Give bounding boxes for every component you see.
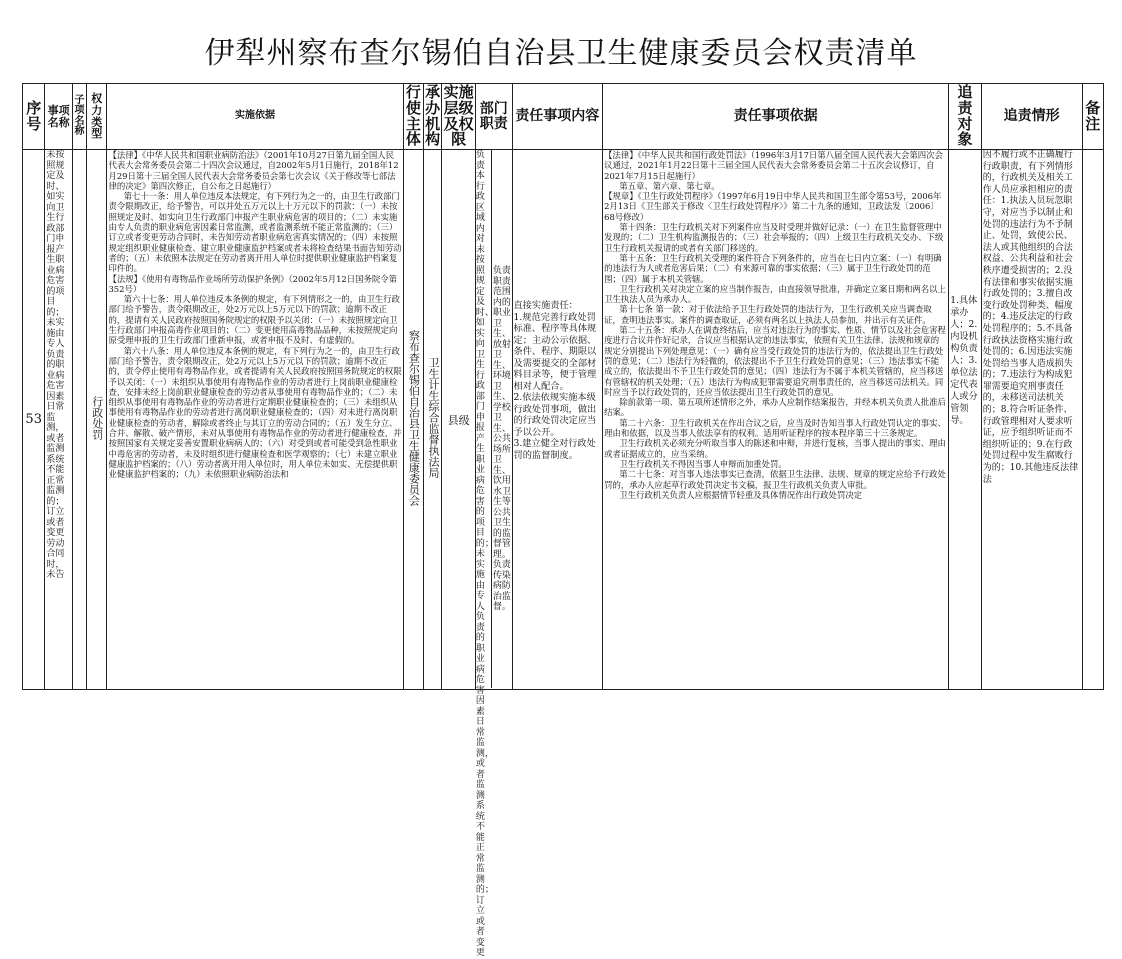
cell-item-text: 未按照规定及时、如实向卫生行政部门申报产生职业病危害的项目的；未实施由专人负责的职业病危害因素日常监测，或者监测系统不能正常监测的；订立或者变更劳动合同时，未告 (46, 150, 65, 580)
basis-paragraph: 第六十七条：用人单位违反本条例的规定，有下列情形之一的，由卫生行政部门给予警告，责令限期改正，处2万元以上5万元以下的罚款；逾期不改正的，提请有关人民政府按照国务院规定的权限予以关闭：（一）未按照规定向卫生行政部门申报高毒作业项目的；（二）变更使用高毒物品品种，未按照规定向原受理申报的卫生行政部门重新申报，或者申报不及时、有虚假的。 (108, 294, 400, 346)
cell-situation-text: 因不履行或不正确履行行政职责，有下列情形的，行政机关及相关工作人员应承担相应的责任：1.执法人员玩忽职守，对应当予以制止和处罚的违法行为不予制止、处罚，致使公民、法人或其他组织的合法权益、公共利益和社会秩序遭受损害的；2.没有法律和事实依据实施行政处罚的；3.擅自改变行政处罚种类、幅度的；4.违反法定的行政处罚程序的；5.不具备行政执法资格实施行政处罚的；6.因违法实施处罚给当事人造成损失的；7.违法行为构成犯罪需要追究刑事责任的，未移送司法机关的；8.符合听证条件、行政管理相对人要求听证，应予组织听证而不组织听证的；9.在行政处罚过程中发生腐败行为的；10.其他违反法律法 (982, 150, 1079, 485)
resp-basis-paragraph: 第十五条：卫生行政机关受理的案件符合下列条件的，应当在七日内立案：（一）有明确的违法行为人或者危害后果；（二）有来源可靠的事实依据；（三）属于卫生行政处罚的范围；（四）属于本机关管辖。 (604, 252, 942, 284)
resp-basis-paragraph: 第二十六条：卫生行政机关在作出合议之后，应当及时告知当事人行政处罚认定的事实、理由和依据，以及当事人依法享有的权利。适用听证程序的按本程序第三十三条规定。 (604, 417, 946, 439)
header-seq: 序号 (23, 84, 45, 150)
resp-basis-paragraph: 第十七条 第一款：对于依法给予卫生行政处罚的违法行为，卫生行政机关应当调查取证，查明违法事实。案件的调查取证，必须有两名以上执法人员参加，并出示有关证件。 (604, 304, 932, 325)
header-resp-basis: 责任事项依据 (603, 84, 949, 150)
resp-basis-text-block (604, 150, 947, 688)
cell-resp-basis (603, 150, 949, 690)
basis-paragraph: 第六十八条：用人单位违反本条例的规定，有下列行为之一的，由卫生行政部门给予警告，责令限期改正，处2万元以上5万元以下的罚款；逾期不改正的，责令停止使用有毒物品作业，或者提请有关人民政府按照国务院规定的权限予以关闭：（一）未组织从事使用有毒物品作业的劳动者进行上岗前职业健康检查，安排未经上岗前职业健康检查的劳动者从事使用有毒物品作业的；（二）未组织从事使用有毒物品作业的劳动者进行定期职业健康检查的；（三）未组织从事使用有毒物品作业的劳动者进行离岗职业健康检查的；（四）对未进行离岗职业健康检查的劳动者，解除或者终止与其订立的劳动合同的；（五）发生分立、合并、解散、破产情形，未对从事使用有毒物品作业的劳动者进行健康检查，并按照国家有关规定妥善安置职业病病人的；（六）对受到或者可能受到急性职业中毒危害的劳动者，未及时组织进行健康检查和医学观察的；（七）未建立职业健康监护档案的；（八）劳动者离开用人单位时，用人单位未如实、无偿提供职业健康监护档案的；（九）未依照职业病防治法和 (108, 345, 402, 480)
header-target: 追责对象 (949, 84, 982, 150)
cell-subitem (72, 150, 86, 690)
header-level: 实施层级及权限 (443, 83, 474, 149)
resp-basis-paragraph: 卫生行政机关不得因当事人申辩而加重处罚。 (619, 458, 787, 469)
resp-paragraph: 1.规范完善行政处罚标准、程序等具体规定；主动公示依据、条件、程序、期限以及需要提交的全部材料目录等，便于管理相对人配合。 (513, 311, 597, 392)
cell-type-text: 行政处罚 (90, 395, 104, 440)
cell-target (949, 150, 982, 690)
resp-paragraph: 2.依法依规实施本级行政处罚事项，做出的行政处罚决定应当予以公开。 (513, 392, 597, 438)
cell-item (45, 150, 72, 690)
resp-basis-paragraph: 【规章】《卫生行政处罚程序》（1997年6月19日中华人民共和国卫生部令第53号，2006年 2月13日《卫生部关于修改〈卫生行政处罚程序〉》第二十九条的通知，卫政法发〔2006〕68号修改） (604, 191, 942, 222)
header-dept: 部门职责 (475, 84, 512, 150)
basis-text-block (108, 150, 401, 688)
resp-basis-paragraph: 第二十七条：对当事人违法事实已查清，依据卫生法律、法规、规章的规定应给予行政处罚的，承办人应起草行政处罚决定书文稿，报卫生行政机关负责人审批。 (604, 469, 946, 490)
cell-actor-text: 察布查尔锡伯自治县卫生健康委员会 (407, 329, 421, 506)
cell-target-text: 1.具体承办人；2.内设机构负责人；3.单位法定代表人或分管领导。 (950, 295, 978, 426)
dept-scope-text: 负责本行政区域内对未按照规定及时、如实向卫生行政部门申报产生职业病危害的项目的；未实施由专人负责的职业病危害因素日常监测，或者监测系统不能正常监测的；订立或者变更 (475, 150, 494, 958)
resp-basis-paragraph: 【法律】《中华人民共和国行政处罚法》（1996年3月17日第八届全国人民代表大会第四次会议通过，2021年1月22日第十三届全国人民代表大会常务委员会第二十五次会议修订，自2021年7月15日起施行） (604, 150, 943, 181)
resp-basis-paragraph: 第二十五条：承办人在调查终结后，应当对违法行为的事实、性质、情节以及社会危害程度进行合议并作好记录，合议应当根据认定的违法事实，依照有关卫生法律、法规和规章的规定分别提出下列处理意见：（一）确有应当受行政处罚的违法行为的，依法提出卫生行政处罚的意见；（二）违法行为轻微的，依法提出不予卫生行政处罚的意见；（三）违法事实不能成立的，依法提出不予卫生行政处罚的意见；（四）违法行为不属于本机关管辖的，应当移送有管辖权的机关处理；（五）违法行为构成犯罪需要追究刑事责任的，应当移送司法机关。同时应当予以行政处罚的，还应当依法提出卫生行政处罚的意见。 (604, 325, 946, 397)
resp-paragraph: 直接实施责任： (513, 300, 578, 311)
table-row (23, 150, 1104, 690)
cell-note (1082, 150, 1103, 690)
basis-paragraph: 第七十一条：用人单位违反本法规定，有下列行为之一的，由卫生行政部门责令限期改正，给予警告，可以并处五万元以上十万元以下的罚款：（一）未按照规定及时、如实向卫生行政部门申报产生职业病危害的项目的；（二）未实施由专人负责的职业病危害因素日常监测，或者监测系统不能正常监测的；（三）订立或者变更劳动合同时，未告知劳动者职业病危害真实情况的；（四）未按照规定组织职业健康检查、建立职业健康监护档案或者未将检查结果书面告知劳动者的；（五）未依照本法规定在劳动者离开用人单位时提供职业健康监护档案复印件的。 (108, 191, 402, 274)
cell-undertaker (424, 150, 442, 690)
basis-paragraph: 【法律】《中华人民共和国职业病防治法》（2001年10月27日第九届全国人民代表大会常务委员会第二十四次会议通过，自2002年5月1日施行，2018年12月29日第十三届全国人民代表大会常务委员会第七次会议《关于修改等七部法律的决定》第四次修正，自公布之日起施行） (108, 150, 399, 191)
header-note: 备注 (1082, 84, 1103, 150)
cell-basis (107, 150, 403, 690)
resp-basis-paragraph: 卫生行政机关必须充分听取当事人的陈述和申辩，并进行复核，当事人提出的事实、理由或者证据成立的，应当采纳。 (604, 438, 946, 459)
cell-type (87, 150, 107, 690)
header-situation: 追责情形 (981, 84, 1082, 150)
header-type: 权力类型 (87, 84, 107, 150)
resp-basis-paragraph: 卫生行政机关负责人应根据情节轻重及具体情况作出行政处罚决定 (619, 489, 863, 500)
resp-paragraph: 3.建立健全对行政处罚的监督制度。 (513, 438, 596, 461)
header-actor: 行使主体 (403, 84, 423, 150)
basis-paragraph: 【法规】《使用有毒物品作业场所劳动保护条例》（2002年5月12日国务院令第352号） (108, 273, 397, 294)
header-item: 事项名称 (45, 84, 72, 150)
cell-dept (475, 150, 512, 958)
cell-seq: 53 (23, 150, 45, 690)
responsibility-table (22, 83, 1104, 958)
header-resp: 责任事项内容 (512, 84, 603, 150)
resp-basis-paragraph: 第五章、第六章、第七章。 (619, 180, 720, 191)
resp-text-block (514, 150, 602, 461)
cell-resp (512, 150, 603, 690)
resp-basis-paragraph: 除前款第一项、第五项所述情形之外，承办人应制作结案报告，并经本机关负责人批准后结案。 (604, 397, 946, 418)
cell-situation (981, 150, 1082, 690)
page-title: 伊犁州察布查尔锡伯自治县卫生健康委员会权责清单 (204, 36, 918, 71)
cell-undertaker-text: 卫生计生综合监督执法局 (427, 357, 440, 478)
resp-basis-paragraph: 卫生行政机关对决定立案的应当制作报告，由直接领导批准，并确定立案日期和两名以上卫生执法人员为承办人。 (604, 283, 946, 305)
header-basis: 实施依据 (107, 84, 403, 150)
cell-actor (403, 150, 423, 690)
table-header-row (23, 84, 1104, 150)
cell-level: 县级 (442, 150, 476, 690)
dept-duty-text: 负责职责范围内的职业卫生、放射卫生、环境卫生、学校卫生、公共场所卫生、饮用水卫生等公共卫生的监督管理。负责传染病防治监督。 (492, 266, 511, 612)
header-subitem: 子项名称 (72, 84, 86, 150)
header-undertaker: 承办机构 (425, 83, 441, 149)
resp-basis-paragraph: 第十四条：卫生行政机关对下列案件应当及时受理并做好记录：（一）在卫生监督管理中发现的；（二）卫生机构监测报告的；（三）社会举报的；（四）上级卫生行政机关交办、下级卫生行政机关报请的或者有关部门移送的。 (604, 222, 944, 253)
